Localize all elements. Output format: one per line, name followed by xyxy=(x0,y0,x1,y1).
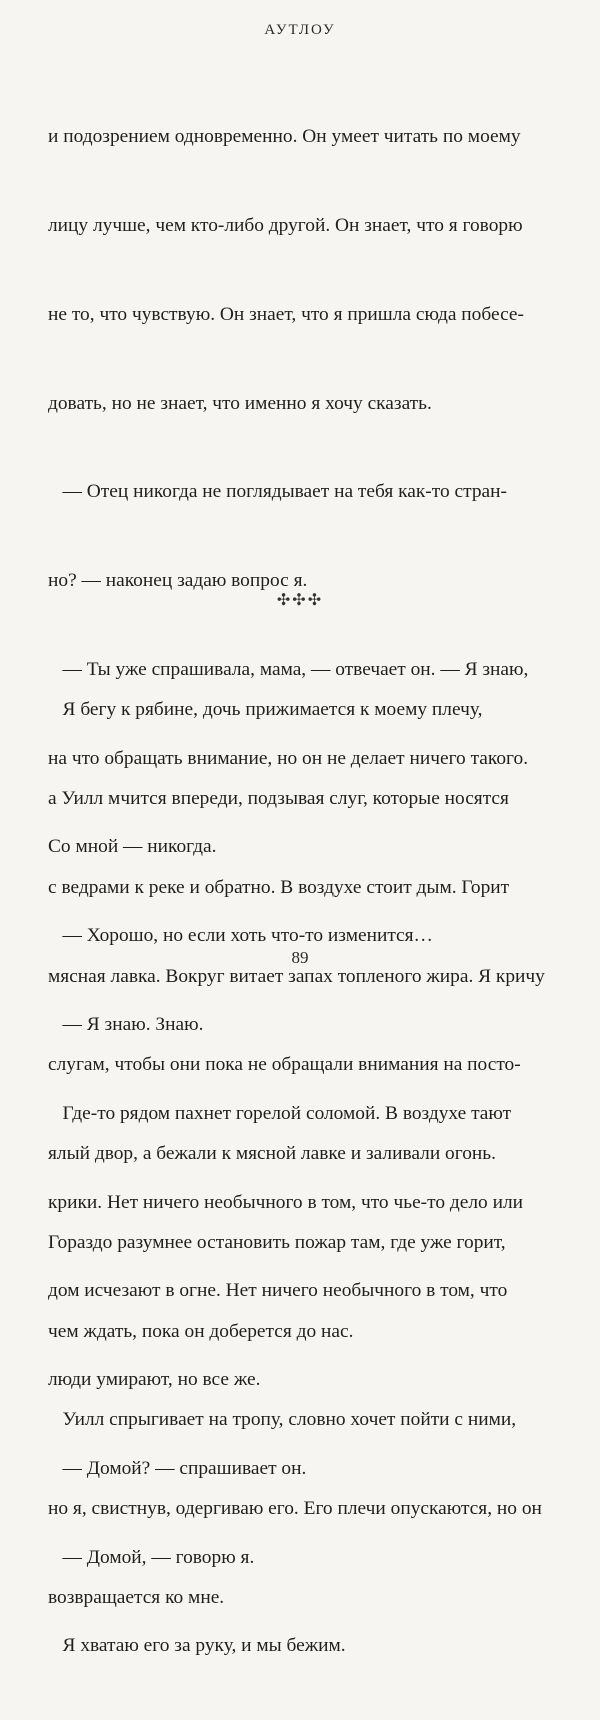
text-line: — Хорошо, но если хоть что-то изменится… xyxy=(48,925,433,947)
text-line: Где-то рядом пахнет горелой соломой. В воздухе тают xyxy=(48,1102,512,1124)
text-line: крики. Нет ничего необычного в том, что чье-то дело или xyxy=(48,1191,524,1213)
text-line: лицу лучше, чем кто-либо другой. Он знает, что я говорю xyxy=(48,214,523,236)
text-line: Уилл спрыгивает на тропу, словно хочет пойти с ними, xyxy=(48,1409,517,1431)
text-line: Со мной — никогда. xyxy=(48,836,217,858)
text-line: слугам, чтобы они пока не обращали внимания на посто- xyxy=(48,1054,521,1076)
text-line: довать, но не знает, что именно я хочу сказать. xyxy=(48,392,432,414)
text-line: мясная лавка. Вокруг витает запах топленого жира. Я кричу xyxy=(48,965,545,987)
text-line: Гораздо разумнее остановить пожар там, где уже горит, xyxy=(48,1231,506,1253)
text-line: — Отец никогда не поглядывает на тебя как-то стран- xyxy=(48,481,507,503)
text-line: ялый двор, а бежали к мясной лавке и заливали огонь. xyxy=(48,1143,496,1165)
text-line: не то, что чувствую. Он знает, что я пришла сюда побесе- xyxy=(48,303,524,325)
text-section-2 xyxy=(48,636,570,1672)
text-line: возвращается ко мне. xyxy=(48,1587,225,1608)
text-line: а Уилл мчится впереди, подзывая слуг, которые носятся xyxy=(48,787,509,809)
page-number: 89 xyxy=(291,948,309,967)
text-line: — Домой? — спрашивает он. xyxy=(48,1457,307,1479)
text-line: — Я знаю. Знаю. xyxy=(48,1014,204,1035)
text-line: люди умирают, но все же. xyxy=(48,1369,261,1391)
text-line: но? — наконец задаю вопрос я. xyxy=(48,570,308,592)
text-line: дом исчезают в огне. Нет ничего необычного в том, что xyxy=(48,1280,508,1302)
text-line: — Ты уже спрашивала, мама, — отвечает он. — Я знаю, xyxy=(48,658,529,680)
text-line: — Домой, — говорю я. xyxy=(48,1546,255,1568)
running-head: АУТЛОУ xyxy=(264,22,336,38)
text-line: и подозрением одновременно. Он умеет читать по моему xyxy=(48,126,521,148)
section-separator: ✣✣✣ xyxy=(276,592,324,609)
text-line: на что обращать внимание, но он не делает ничего такого. xyxy=(48,747,529,769)
text-line: но я, свистнув, одергиваю его. Его плечи опускаются, но он xyxy=(48,1498,542,1520)
text-line: с ведрами к реке и обратно. В воздухе стоит дым. Горит xyxy=(48,876,510,898)
text-line: чем ждать, пока он доберется до нас. xyxy=(48,1320,354,1342)
text-line: Я хватаю его за руку, и мы бежим. xyxy=(48,1635,346,1657)
text-line: Я бегу к рябине, дочь прижимается к моему плечу, xyxy=(48,699,483,721)
